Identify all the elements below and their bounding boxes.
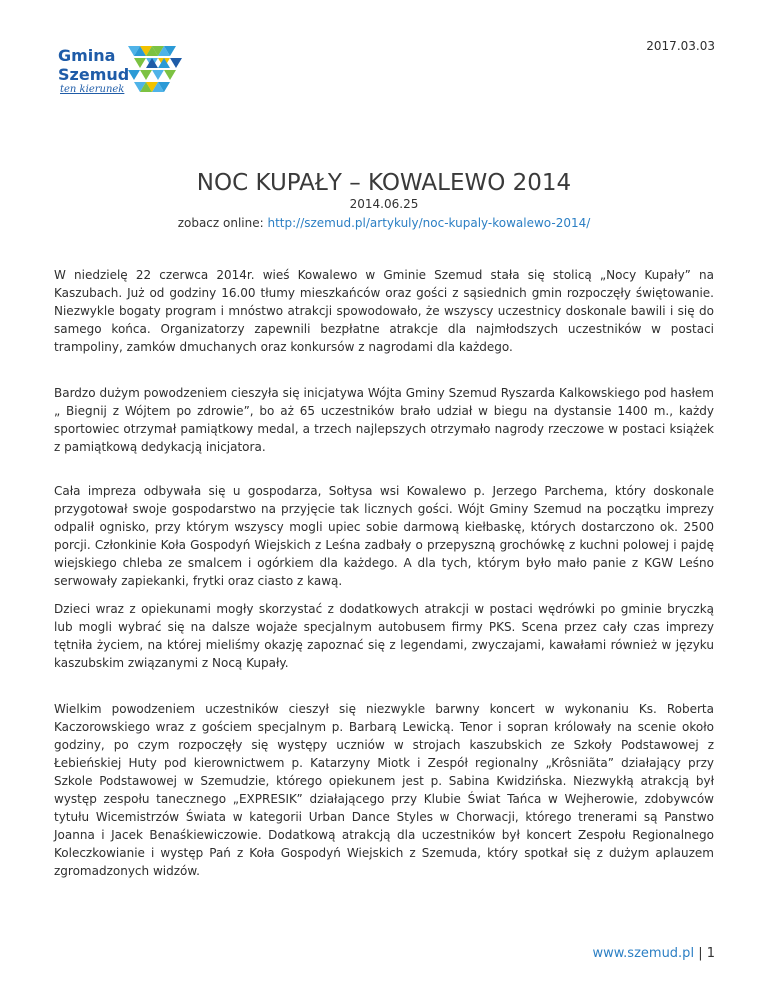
logo-line2: Szemud xyxy=(58,65,130,84)
online-link[interactable]: http://szemud.pl/artykuly/noc-kupaly-kowalewo-2014/ xyxy=(267,216,591,230)
page-number: 1 xyxy=(706,946,715,961)
paragraph-3: Cała impreza odbywała się u gospodarza, Sołtysa wsi Kowalewo p. Jerzego Parchema, który doskonale przygotował swoje gospodarstwo na przyjęcie tak licznych gości. Wójt Gminy Szemud na początku imprezy odpalił ognisko, przy którym wszyscy mogli upiec sobie darmową kiełbaskę, których dostarczono ok. 2500 porcji. Członkinie Koła Gospodyń Wiejskich z Leśna zadbały o przepyszną grochówkę z kuchni polowej i pajdę wiejskiego chleba ze smalcem i ogórkiem dla każdego. A dla tych, którym było mało panie z KGW Leśno serwowały zapiekanki, frytki oraz ciasto z kawą. xyxy=(54,484,714,588)
gmina-szemud-logo xyxy=(58,46,188,102)
paragraph-4: Dzieci wraz z opiekunami mogły skorzystać z dodatkowych atrakcji w postaci wędrówki po gminie bryczką lub mogli wybrać się na dalsze wojaże specjalnym autobusem firmy PKS. Scena przez cały czas imprezy tętniła życiem, na której mieliśmy okazję zapoznać się z legendami, zwyczajami, kawałami również w języku kaszubskim związanymi z Nocą Kupały. xyxy=(54,602,714,670)
logo-line1: Gmina xyxy=(58,46,116,65)
page-footer xyxy=(592,946,715,961)
paragraph-1: W niedzielę 22 czerwca 2014r. wieś Kowalewo w Gminie Szemud stała się stolicą „Nocy Kupały” na Kaszubach. Już od godziny 16.00 tłumy mieszkańców oraz gości z sąsiednich gmin rozpoczęły świętowanie. Niezwykle bogaty program i mnóstwo atrakcji spowodowało, że wszyscy uczestnicy doskonale bawili i się do samego końca. Organizatorzy zapewnili bezpłatne atrakcje dla najmłodszych uczestników w postaci trampoliny, zamków dmuchanych oraz konkursów z nagrodami dla każdego. xyxy=(54,268,714,354)
logo-tagline: ten kierunek xyxy=(60,84,125,95)
footer-separator: | xyxy=(694,946,707,961)
logo-triangles-icon xyxy=(128,46,188,100)
article-title: NOC KUPAŁY – KOWALEWO 2014 xyxy=(196,170,572,196)
online-label: zobacz online: xyxy=(177,216,268,230)
paragraph-2: Bardzo dużym powodzeniem cieszyła się inicjatywa Wójta Gminy Szemud Ryszarda Kalkowskiego pod hasłem „ Biegnij z Wójtem po zdrowie”, bo aż 65 uczestników brało udział w biegu na dystansie 1400 m., każdy sportowiec otrzymał pamiątkowy medal, a trzech najlepszych otrzymało nagrody rzeczowe w postaci książek z pamiątkową dedykacją inicjatora. xyxy=(54,386,714,454)
online-link-line xyxy=(0,216,768,230)
logo-text xyxy=(58,46,129,84)
article-date: 2014.06.25 xyxy=(349,197,419,211)
footer-site-link[interactable]: www.szemud.pl xyxy=(592,946,695,961)
document-date: 2017.03.03 xyxy=(646,39,715,53)
paragraph-5: Wielkim powodzeniem uczestników cieszył się niezwykle barwny koncert w wykonaniu Ks. Roberta Kaczorowskiego wraz z gościem specjalnym p. Barbarą Lewicką. Tenor i sopran królowały na scenie około godziny, po czym rozpoczęły się występy uczniów w strojach kaszubskich ze Szkoły Podstawowej z Łebieńskiej Huty pod kierownictwem p. Katarzyny Miotk i Zespół regionalny „Krôsniãta” działający przy Szkole Podstawowej w Szemudzie, którego opiekunem jest p. Sabina Kwidzińska. Niezwykłą atrakcją był występ zespołu tanecznego „EXPRESIK” działającego przy Klubie Świat Tańca w Wejherowie, zdobywców tytułu Wicemistrzów Świata w kategorii Urban Dance Styles w Chorwacji, którego trenerami są Panstwo Joanna i Jacek Benaśkiewiczowie. Dodatkową atrakcją dla uczestników był koncert Zespołu Regionalnego Koleczkowianie i występ Pań z Koła Gospodyń Wiejskich z Szemuda, który spotkał się z dużym aplauzem zgromadzonych widzów. xyxy=(54,702,714,878)
